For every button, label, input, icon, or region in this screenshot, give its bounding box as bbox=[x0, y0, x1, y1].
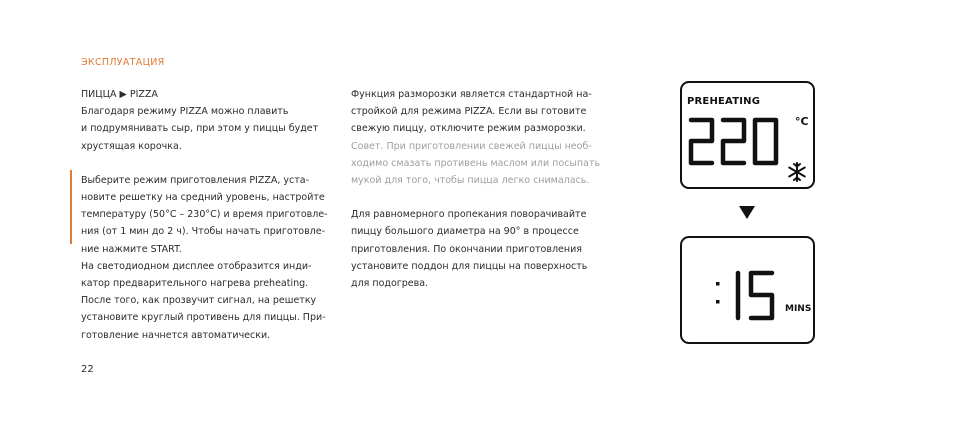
text-line: для подогрева. bbox=[351, 278, 429, 290]
tip-line: Совет. При приготовлении свежей пиццы необ- bbox=[351, 140, 592, 152]
preheating-label: PREHEATING bbox=[687, 96, 761, 107]
text-line: Функция разморозки является стандартной на- bbox=[351, 89, 592, 100]
text-line: новите решетку на средний уровень, настройте bbox=[81, 192, 325, 204]
celsius-unit: °C bbox=[795, 115, 809, 128]
column-left bbox=[81, 86, 331, 344]
text-line: После того, как прозвучит сигнал, на решетку bbox=[81, 295, 317, 307]
text-line: Благодаря режиму PIZZA можно плавить bbox=[81, 106, 289, 118]
text-line: ПИЦЦА ▶ PIZZA bbox=[81, 89, 158, 100]
text-line: установите поддон для пиццы на поверхность bbox=[351, 260, 588, 272]
text-line: стройкой для режима PIZZA. Если вы готовите bbox=[351, 106, 587, 118]
preheat-display bbox=[680, 81, 815, 189]
temperature-text: 220 bbox=[688, 117, 690, 118]
temperature-value bbox=[688, 117, 783, 169]
text-line: и подрумянивать сыр, при этом у пиццы будет bbox=[81, 123, 319, 135]
text-line: температуру (50°C – 230°C) и время приготовле- bbox=[81, 209, 328, 221]
text-line: ния (от 1 мин до 2 ч). Чтобы начать приготовле- bbox=[81, 226, 326, 238]
snowflake-icon bbox=[786, 161, 808, 183]
timer-display bbox=[680, 236, 815, 344]
arrow-down-icon bbox=[739, 206, 755, 219]
text-line: Выберите режим приготовления PIZZA, уста- bbox=[81, 174, 310, 186]
page-number: 22 bbox=[81, 364, 94, 375]
timer-value bbox=[712, 270, 792, 322]
accent-bar bbox=[70, 170, 72, 244]
text-line: На светодиодном дисплее отобразится инди- bbox=[81, 260, 312, 272]
column-middle bbox=[351, 86, 606, 292]
text-line: установите круглый противень для пиццы. При- bbox=[81, 312, 326, 324]
timer-text: :15 bbox=[712, 270, 714, 271]
text-line: катор предварительного нагрева preheating. bbox=[81, 278, 309, 290]
section-title: ЭКСПЛУАТАЦИЯ bbox=[81, 57, 165, 68]
tip-line: мукой для того, чтобы пицца легко снималась. bbox=[351, 175, 590, 187]
text-line: хрустящая корочка. bbox=[81, 140, 182, 152]
text-line: ние нажмите START. bbox=[81, 243, 182, 255]
tip-line: ходимо смазать противень маслом или посыпать bbox=[351, 157, 601, 169]
text-line: пиццу большого диаметра на 90° в процессе bbox=[351, 226, 579, 238]
text-line: готовление начнется автоматически. bbox=[81, 329, 271, 341]
text-line: приготовления. По окончании приготовления bbox=[351, 243, 582, 255]
mins-unit: MINS bbox=[785, 304, 812, 314]
text-line: Для равномерного пропекания поворачивайте bbox=[351, 209, 587, 221]
text-line: свежую пиццу, отключите режим разморозки. bbox=[351, 123, 586, 135]
